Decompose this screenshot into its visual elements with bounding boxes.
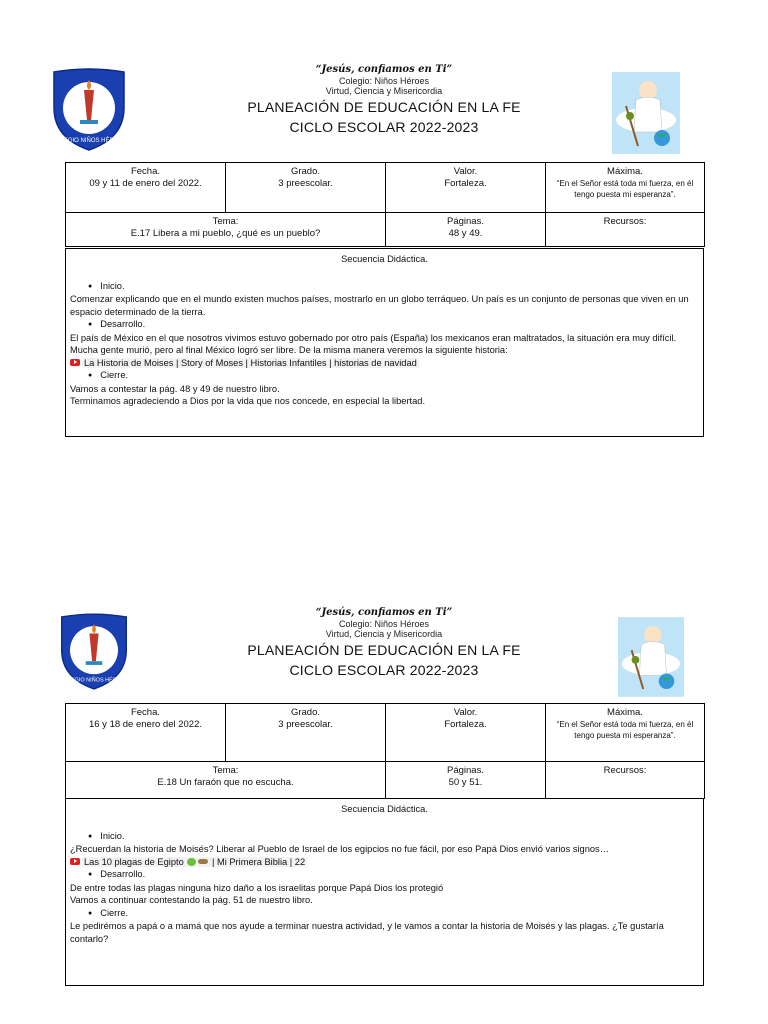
video-link-row [70,856,699,869]
religious-illustration [618,616,684,698]
desarrollo-line: Vamos a continuar contestando la pág. 51 de nuestro libro. [70,895,313,905]
paginas-cell [386,213,546,247]
cierre-label: ● Cierre. [70,907,699,921]
maxima-cell [546,704,705,762]
maxima-label: Máxima. [607,707,643,718]
valor-label: Valor. [453,166,478,177]
desarrollo-line: De entre todas las plagas ninguna hizo daño a los israelitas porque Papá Dios los protegió [70,882,444,893]
logo-text: COLEGIO NIÑOS HÉROES [51,138,127,144]
maxima-value: “En el Señor está toda mi fuerza, en él tengo puesta mi esperanza”. [556,179,694,199]
recursos-label: Recursos: [603,765,647,776]
tema-label: Tema: [212,216,239,227]
paginas-label: Páginas. [447,765,484,776]
cierre-line: Vamos a contestar la pág. 48 y 49 de nuestro libro. [70,383,280,394]
video-link-title: Las 10 plagas de Egipto [84,856,184,867]
desarrollo-label: ● Desarrollo. [70,318,699,332]
motto: “Jesús, confiamos en Ti” [315,64,453,75]
maxima-cell [546,163,705,213]
school-values: Virtud, Ciencia y Misericordia [325,629,443,639]
inicio-label: ● Inicio. [70,280,699,294]
grado-value: 3 preescolar. [278,178,333,189]
religious-illustration [612,72,680,154]
plan-table-2 [65,703,705,799]
cierre-text: Le pedirémos a papá o a mamá que nos ayude a terminar nuestra actividad, y le vamos a contar la historia de Moisés y las plagas. ¿Te gustaría contarlo? [70,921,664,944]
video-link[interactable]: La Historia de Moises | Story of Moses | Historias Infantiles | historias de navidad [84,357,417,368]
valor-value: Fortaleza. [444,178,487,189]
plan-table-1 [65,162,705,247]
fecha-label: Fecha. [130,166,161,177]
locust-icon [198,859,208,864]
valor-cell [386,704,546,762]
desarrollo-label: ● Desarrollo. [70,868,699,882]
youtube-icon [70,359,80,366]
recursos-cell [546,762,705,799]
motto: “Jesús, confiamos en Ti” [315,607,453,618]
page-title: PLANEACIÓN DE EDUCACIÓN EN LA FE [247,642,521,658]
paginas-value: 48 y 49. [448,228,483,239]
paginas-value: 50 y 51. [448,777,483,788]
logo-text: COLEGIO NIÑOS HÉROES [59,677,129,684]
grado-label: Grado. [290,707,321,718]
grado-cell [226,163,386,213]
cierre-label: ● Cierre. [70,369,699,383]
grado-cell [226,704,386,762]
youtube-icon [70,858,80,865]
page-title: PLANEACIÓN DE EDUCACIÓN EN LA FE [247,99,521,115]
secuencia-title: Secuencia Didáctica. [341,804,428,814]
recursos-label: Recursos: [603,216,647,227]
fecha-label: Fecha. [130,707,161,718]
secuencia-box-1 [65,248,704,437]
tema-label: Tema: [212,765,239,776]
tema-cell [66,762,386,799]
video-link[interactable] [82,857,307,867]
cierre-line: Terminamos agradeciendo a Dios por la vida que nos concede, en especial la libertad. [70,396,426,406]
fecha-cell [66,163,226,213]
video-link-suffix: | Mi Primera Biblia | 22 [211,856,306,867]
school-cycle: CICLO ESCOLAR 2022-2023 [289,662,479,678]
grado-value: 3 preescolar. [278,719,333,730]
valor-label: Valor. [453,707,478,718]
grado-label: Grado. [290,166,321,177]
school-name: Colegio: Niños Héroes [338,76,430,86]
school-name: Colegio: Niños Héroes [338,619,430,629]
recursos-cell [546,213,705,247]
secuencia-box-2 [65,798,704,986]
maxima-value: “En el Señor está toda mi fuerza, en él tengo puesta mi esperanza”. [556,720,694,740]
desarrollo-text: El país de México en el que nosotros vivimos estuvo gobernado por otro país (España) los mexicanos eran maltratados, la situación era muy difícil. Mucha gente murió, pero al final México logró ser libre. De la misma manera veremos la siguiente historia: [70,332,677,355]
fecha-cell [66,704,226,762]
tema-cell [66,213,386,247]
video-link-row [70,357,699,370]
inicio-text: ¿Recuerdan la historia de Moisés? Liberar al Pueblo de Israel de los egipcios no fue fácil, por eso Papá Dios envió varios signos… [70,844,609,854]
maxima-label: Máxima. [607,166,643,177]
fecha-value: 16 y 18 de enero del 2022. [88,719,203,730]
paginas-cell [386,762,546,799]
fecha-value: 09 y 11 de enero del 2022. [89,178,202,189]
school-values: Virtud, Ciencia y Misericordia [325,86,443,96]
secuencia-title: Secuencia Didáctica. [341,254,428,264]
tema-value: E.17 Libera a mi pueblo, ¿qué es un pueblo? [130,228,321,239]
tema-value: E.18 Un faraón que no escucha. [157,777,294,788]
frog-icon [187,858,196,866]
inicio-label: ● Inicio. [70,830,699,844]
paginas-label: Páginas. [447,216,484,227]
inicio-text: Comenzar explicando que en el mundo existen muchos países, mostrarlo en un globo terráqueo. Un país es un conjunto de personas que viven en un espacio determinado de la tierra. [70,294,689,317]
valor-value: Fortaleza. [444,719,487,730]
valor-cell [386,163,546,213]
school-cycle: CICLO ESCOLAR 2022-2023 [289,119,479,135]
